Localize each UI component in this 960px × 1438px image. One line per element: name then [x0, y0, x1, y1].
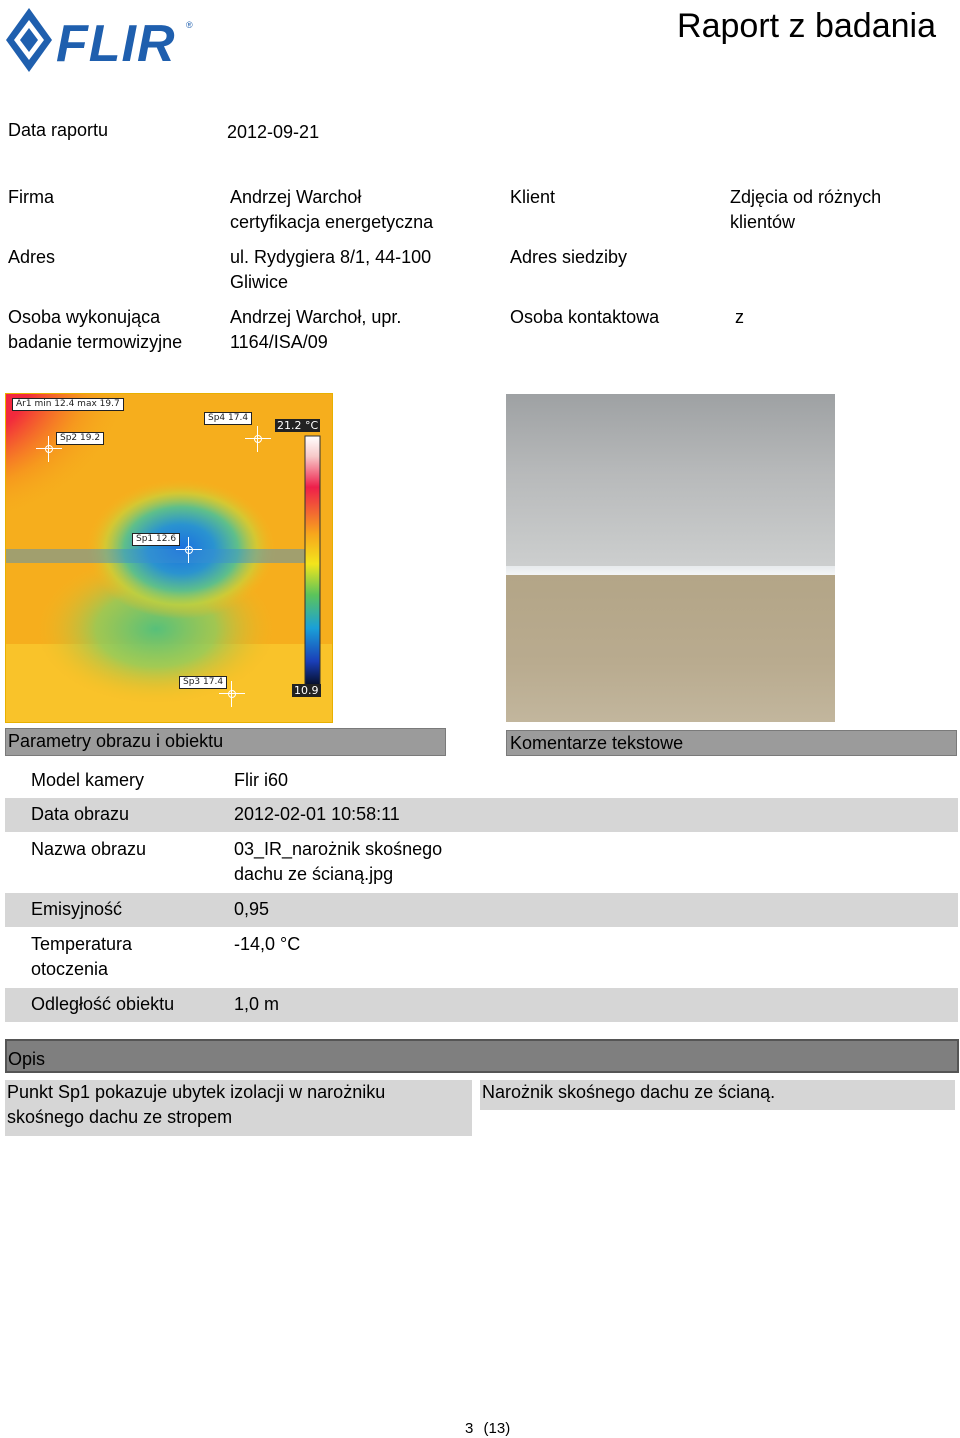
firma-label: Firma: [8, 187, 54, 207]
param-value: 1,0 m: [234, 994, 280, 1014]
klient-label: Klient: [510, 187, 556, 207]
param-value: 0,95: [234, 899, 270, 919]
opis-left-line-2: skośnego dachu ze stropem: [7, 1107, 233, 1127]
visual-photo: [506, 394, 835, 722]
logo-text: FLIR: [56, 15, 176, 73]
flir-diamond-icon: [4, 6, 54, 74]
osoba-kontaktowa-label: Osoba kontaktowa: [510, 307, 660, 327]
firma-value-2: certyfikacja energetyczna: [230, 212, 434, 232]
osoba-label-1: Osoba wykonująca: [8, 307, 161, 327]
param-label: Emisyjność: [31, 899, 123, 919]
param-row-emissivity: [5, 893, 958, 927]
page-title: Raport z badania: [677, 7, 936, 45]
opis-header: Opis: [5, 1039, 959, 1073]
area-label: Ar1 min 12.4 max 19.7: [12, 398, 124, 411]
spot-label-sp4: Sp4 17.4: [204, 412, 252, 425]
adres-label: Adres: [8, 247, 56, 267]
page-number: [465, 1420, 510, 1438]
firma-value-1: Andrzej Warchoł: [230, 187, 362, 207]
scale-min-label: 10.9: [294, 684, 319, 697]
param-label: Model kamery: [31, 770, 145, 790]
logo-registered: ®: [186, 20, 193, 30]
spot-marker-sp3: [219, 681, 245, 707]
report-date-value: 2012-09-21: [227, 122, 320, 142]
thermal-image: [5, 393, 333, 723]
param-label-2: otoczenia: [31, 959, 109, 979]
spot-label-sp3: Sp3 17.4: [179, 676, 227, 689]
param-label: Data obrazu: [31, 804, 130, 824]
osoba-value-2: 1164/ISA/09: [230, 332, 328, 352]
param-row-name: [5, 833, 958, 893]
scale-max-label: 21.2 °C: [277, 419, 319, 432]
spot-marker-sp2: [36, 436, 62, 462]
spot-marker-sp1: [176, 537, 202, 563]
osoba-value-1: Andrzej Warchoł, upr.: [230, 307, 402, 327]
param-label-1: Temperatura: [31, 934, 133, 954]
param-value-2: dachu ze ścianą.jpg: [234, 864, 394, 884]
param-value: 2012-02-01 10:58:11: [234, 804, 400, 824]
params-header: Parametry obrazu i obiektu: [5, 728, 446, 756]
flir-logo: [4, 6, 204, 76]
adres-siedziby-label: Adres siedziby: [510, 247, 628, 267]
adres-value-2: Gliwice: [230, 272, 289, 292]
opis-right-box: [480, 1080, 955, 1110]
spot-label-sp1: Sp1 12.6: [132, 533, 180, 546]
page-current: 3: [465, 1420, 474, 1437]
opis-right-text: Narożnik skośnego dachu ze ścianą.: [482, 1082, 776, 1102]
page-total: (13): [483, 1420, 511, 1437]
osoba-kontaktowa-value: z: [735, 307, 744, 327]
param-value: -14,0 °C: [234, 934, 301, 954]
klient-value-1: Zdjęcia od różnych: [730, 187, 882, 207]
adres-value-1: ul. Rydygiera 8/1, 44-100: [230, 247, 432, 267]
report-date-label: Data raportu: [8, 120, 109, 140]
spot-label-sp2: Sp2 19.2: [56, 432, 104, 445]
param-row-model: [5, 763, 958, 797]
opis-left-line-1: Punkt Sp1 pokazuje ubytek izolacji w narożniku: [7, 1082, 386, 1102]
klient-value-2: klientów: [730, 212, 796, 232]
param-row-distance: [5, 988, 958, 1022]
spot-marker-sp4: [245, 426, 271, 452]
param-value: Flir i60: [234, 770, 289, 790]
param-value-1: 03_IR_narożnik skośnego: [234, 839, 443, 859]
comments-header: Komentarze tekstowe: [506, 730, 957, 756]
param-row-ambient: [5, 928, 958, 988]
param-label: Odległość obiektu: [31, 994, 175, 1014]
opis-left-box: [5, 1080, 472, 1136]
param-label: Nazwa obrazu: [31, 839, 147, 859]
param-row-date: [5, 798, 958, 832]
osoba-label-2: badanie termowizyjne: [8, 332, 183, 352]
